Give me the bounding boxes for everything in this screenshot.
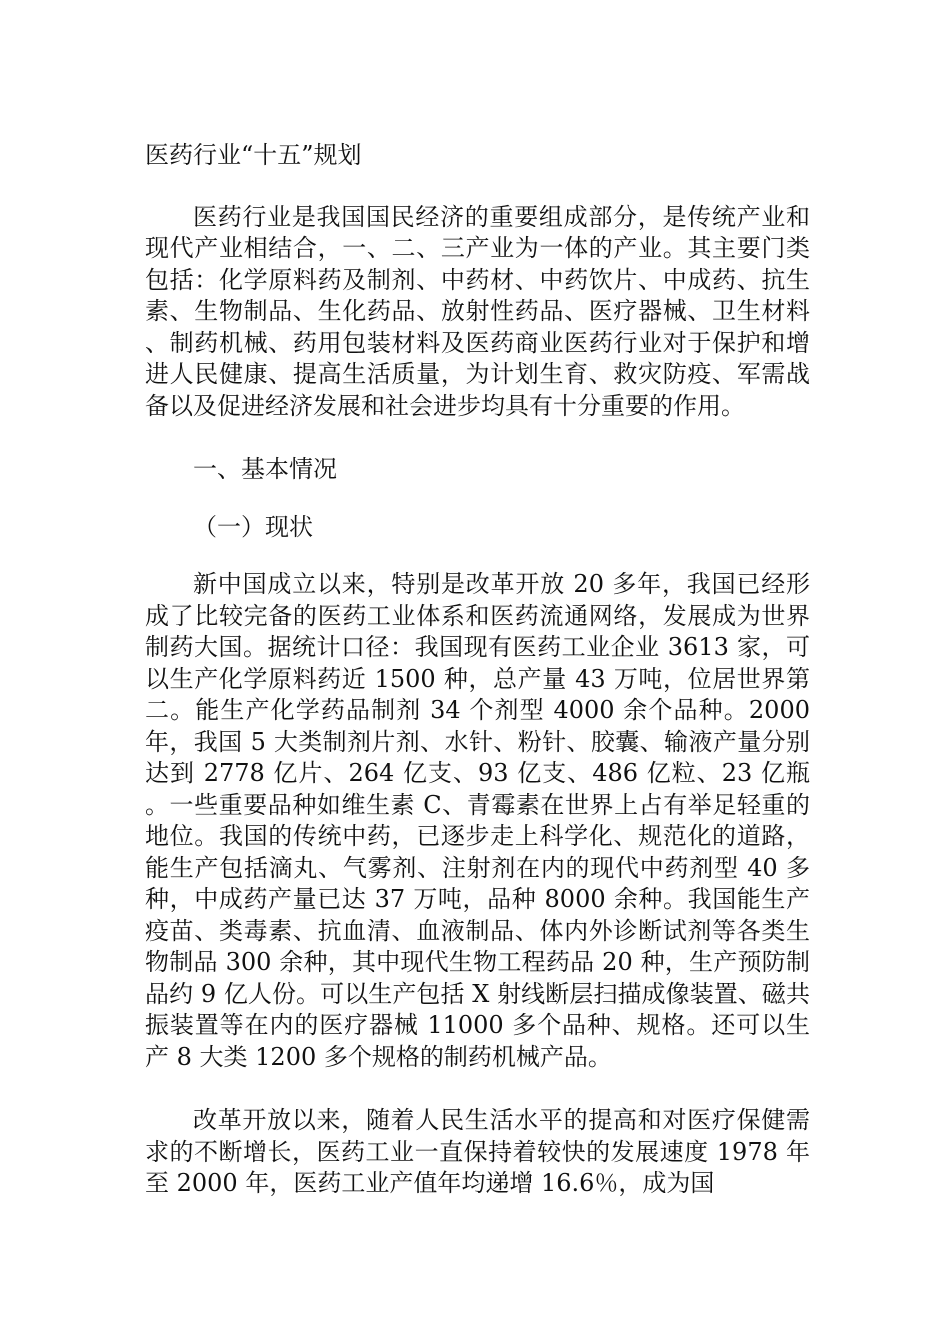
status-paragraph: 新中国成立以来，特别是改革开放 20 多年，我国已经形成了比较完备的医药工业体系和医药流通网络，发展成为世界制药大国。据统计口径：我国现有医药工业企业 3613 家，可以生产化学原料药近 1500 种，总产量 43 万吨，位居世界第二。能生产化学药品制剂 34 个剂型 4000 余个品种。2000 年，我国 5 大类制剂片剂、水针、粉针、胶囊、输液产量分别达到 2778 亿片、264 亿支、93 亿支、486 亿粒、23 亿瓶。一些重要品种如维生素 C、青霉素在世界上占有举足轻重的地位。我国的传统中药，已逐步走上科学化、规范化的道路，能生产包括滴丸、气雾剂、注射剂在内的现代中药剂型 40 多种，中成药产量已达 37 万吨，品种 8000 余种。我国能生产疫苗、类毒素、抗血清、血液制品、体内外诊断试剂等各类生物制品 300 余种，其中现代生物工程药品 20 种，生产预防制品约 9 亿人份。可以生产包括 X 射线断层扫描成像装置、磁共振装置等在内的医疗器械 11000 多个品种、规格。还可以生产 8 大类 1200 多个规格的制药机械产品。 bbox=[145, 570, 810, 1071]
spacer bbox=[145, 486, 810, 512]
spacer bbox=[145, 422, 810, 454]
intro-paragraph: 医药行业是我国国民经济的重要组成部分，是传统产业和现代产业相结合，一、二、三产业为一体的产业。其主要门类包括：化学原料药及制剂、中药材、中药饮片、中成药、抗生素、生物制品、生化药品、放射性药品、医疗器械、卫生材料、制药机械、药用包装材料及医药商业医药行业对于保护和增进人民健康、提高生活质量，为计划生育、救灾防疫、军需战备以及促进经济发展和社会进步均具有十分重要的作用。 bbox=[145, 202, 810, 420]
spacer bbox=[145, 172, 810, 202]
spacer bbox=[145, 1073, 810, 1105]
spacer bbox=[145, 543, 810, 569]
subsection-heading-status: （一）现状 bbox=[193, 512, 313, 541]
section-heading-basic-situation: 一、基本情况 bbox=[193, 455, 337, 483]
growth-paragraph: 改革开放以来，随着人民生活水平的提高和对医疗保健需求的不断增长，医药工业一直保持着较快的发展速度 1978 年至 2000 年，医药工业产值年均递增 16.6％，成为国 bbox=[145, 1106, 810, 1197]
document-page bbox=[145, 140, 810, 1200]
document-title: 医药行业“十五”规划 bbox=[145, 141, 362, 169]
